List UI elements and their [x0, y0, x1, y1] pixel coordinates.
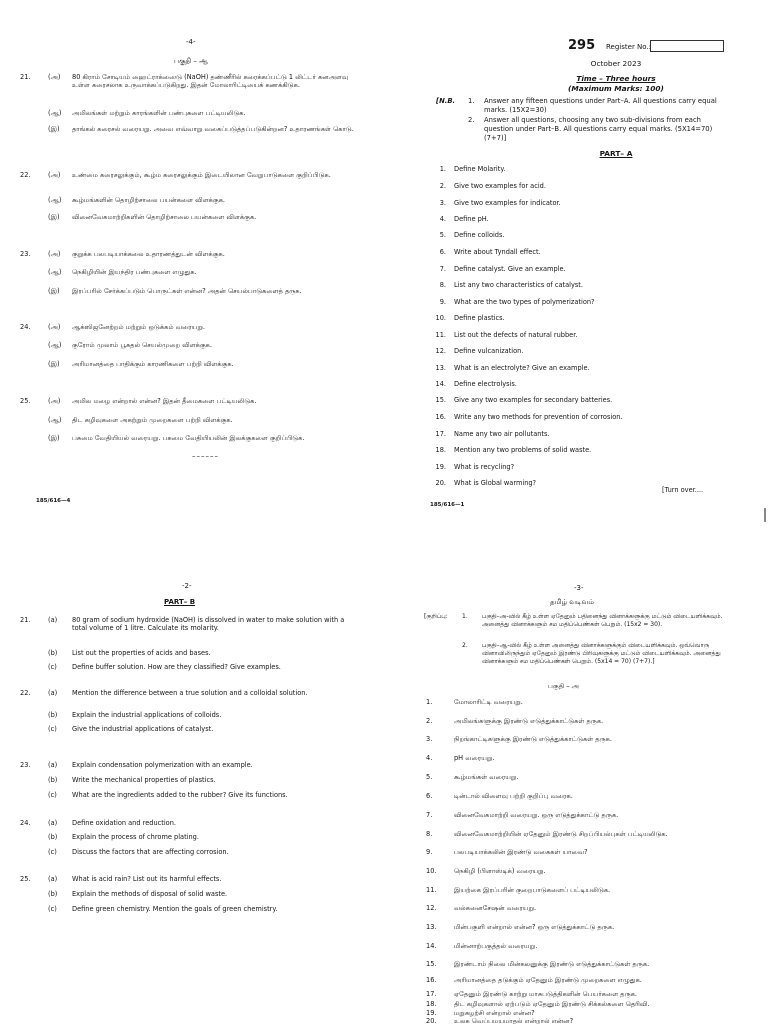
register-number-label: Register No.: — [606, 43, 652, 51]
question-21: 21. (a) 80 gram of sodium hydroxide (NaOH) is dissolved in water to make solution with a total volume of 1 litre. Calculate its molarity. — [20, 616, 345, 633]
tamil-question: 14. மின்னாற்பகுத்தல் வரையறு. — [426, 942, 538, 950]
question-21-c: (c) Define buffer solution. How are they classified? Give examples. — [48, 663, 281, 671]
tamil-question: 15. இரண்டாம் நிலை மின்கலனுக்கு இரண்டு எடுத்துக்காட்டுகள் தருக. — [426, 960, 650, 968]
question-24-c: (இ) அரிமானத்தை பாதிக்கும் காரணிகளை பற்றி விளக்குக. — [48, 360, 234, 368]
question-23: 23. (அ) குறுக்க பலபடியாக்கலை உதாரணத்துடன் விளக்குக. — [20, 250, 225, 258]
page-footer-code: 185/616—1 — [430, 502, 465, 508]
tamil-question: 1. மோலாரிட்டி வரையறு. — [426, 698, 523, 706]
question-25: 25. (அ) அமில மழை என்றால் என்ன? இதன் தீமைகளை பட்டியலிடுக. — [20, 397, 257, 405]
question-22-b: (ஆ) கூழ்மங்களின் தொழிற்சாலை பயன்களை விளக்குக. — [48, 196, 226, 204]
question-22-c: (இ) வினைவேகமாற்றிகளின் தொழிற்சாலை பயன்களை விளக்குக. — [48, 213, 257, 221]
tamil-question: 8. வினைவேகமாற்றியின் ஏதேனும் இரண்டு சிறப்பியல்புகள் பட்டியலிடுக. — [426, 830, 668, 838]
part-a-question: 20. What is Global warming? — [435, 479, 537, 487]
question-23-c: (இ) இரப்பரில் சேர்க்கப்படும் பொருட்கள் என்ன? அதன் செயல்பாடுகளைத் தருக. — [48, 287, 302, 295]
part-a-question: 19. What is recycling? — [435, 463, 515, 471]
question-23-c: (c) What are the ingredients added to the rubber? Give its functions. — [48, 791, 288, 799]
question-25-b: (ஆ) திட கழிவுகளை அகற்றும் முறைகளை பற்றி விளக்குக. — [48, 416, 233, 424]
paper-code: 295 — [568, 38, 596, 53]
exam-duration: Time – Three hours — [576, 74, 656, 83]
part-a-question: 10. Define plastics. — [435, 314, 505, 322]
part-a-question: 14. Define electrolysis. — [435, 380, 517, 388]
page-number: -2- — [182, 582, 192, 590]
part-a-question: 15. Give any two examples for secondary batteries. — [435, 396, 613, 404]
tamil-question: 10. நெகிழி (பிளாஸ்டிக்) வரையறு. — [426, 867, 546, 875]
part-a-question: 9. What are the two types of polymerization? — [439, 298, 595, 306]
tamil-question: 16. அரிமானத்தை தடுக்கும் ஏதேனும் இரண்டு முறைகளை எழுதுக. — [426, 976, 642, 984]
question-24: 24. (a) Define oxidation and reduction. — [20, 819, 176, 827]
page-4-tamil-part-b — [0, 0, 384, 512]
tamil-question: 2. அமிலங்களுக்கு இரண்டு எடுத்துக்காட்டுகள் தருக. — [426, 717, 604, 725]
page-2-english-part-b — [0, 512, 384, 1024]
part-a-question: 6. Write about Tyndall effect. — [439, 248, 541, 256]
tamil-question: 6. டின்டால் விளைவு பற்றி குறிப்பு வரைக. — [426, 792, 573, 800]
question-21-b: (b) List out the properties of acids and bases. — [48, 649, 211, 657]
turn-over-note: [Turn over.... — [662, 486, 704, 494]
question-21-b: (ஆ) அமிலங்கள் மற்றும் காரங்களின் பண்புகளை பட்டியலிடுக. — [48, 109, 246, 117]
question-21: 21. (அ) 80 கிராம் சோடியம் ஹைட்ராக்ஸைடு (NaOH) தண்ணீரில் கரைக்கப்பட்டு 1 லிட்டர் கனஅளவு உள்ள கரைசலாக உருவாக்கப்படுகிறது. இதன் மோலாரிட்டியைக் கணக்கிடுக. — [20, 73, 349, 90]
section-heading: பகுதி – அ — [548, 682, 579, 690]
instruction-1: 1. Answer any fifteen questions under Part–A. All questions carry equal marks. (15X2=30) — [468, 97, 717, 114]
tamil-question: 18. திட கழிவுகளால் ஏற்படும் ஏதேனும் இரண்டு சிக்கல்களை தெரிவி. — [426, 1000, 650, 1008]
question-22-b: (b) Explain the industrial applications of colloids. — [48, 711, 222, 719]
tamil-instruction-2: 2. பகுதி–ஆ-வில் கீழ் உள்ள அனைத்து வினாக்களுக்கும் விடையளிக்கவும். ஒவ்வொரு வினாவிலிருந்தும் ஏதேனும் இரண்டு பிரிவுகளுக்கு மட்டும் விடையளிக்கவும். அனைத்து வினாக்களும் சம மதிப்பெண்கள் பெறும். (5x14 = 70) (7+7).] — [462, 642, 721, 665]
tamil-question: 17. ஏதேனும் இரண்டு காற்று மாசுபடுத்திகளின் பெயர்களை தருக. — [426, 990, 638, 998]
tamil-question: 4. pH வரையறு. — [426, 754, 495, 762]
part-a-question: 13. What is an electrolyte? Give an example. — [435, 364, 590, 372]
question-25: 25. (a) What is acid rain? List out its harmful effects. — [20, 875, 222, 883]
end-mark: –––––– — [192, 452, 219, 460]
section-heading: பகுதி – ஆ — [174, 57, 208, 65]
question-22-c: (c) Give the industrial applications of catalyst. — [48, 725, 214, 733]
part-a-question: 8. List any two characteristics of catalyst. — [439, 281, 583, 289]
part-a-question: 4. Define pH. — [439, 215, 489, 223]
page-number: -4- — [186, 38, 196, 46]
page-footer-code: 185/616—4 — [36, 498, 71, 504]
question-25-c: (இ) பசுமை வேதியியல் வரையறு. பசுமை வேதியியலின் இலக்குகளை குறிப்பிடுக. — [48, 434, 305, 442]
question-25-b: (b) Explain the methods of disposal of solid waste. — [48, 890, 228, 898]
note-label: [குறிப்பு: — [424, 613, 448, 620]
question-25-c: (c) Define green chemistry. Mention the goals of green chemistry. — [48, 905, 278, 913]
page-number: -3- — [574, 584, 584, 592]
tamil-question: 11. இயற்கை இரப்பரின் குறைபாடுகளைப் பட்டியலிடுக. — [426, 886, 611, 894]
tamil-question: 5. கூழ்மங்கள் வரையறு. — [426, 773, 519, 781]
tamil-question: 19. மறுசுழற்சி என்றால் என்ன? — [426, 1009, 535, 1017]
part-a-question: 11. List out the defects of natural rubber. — [435, 331, 578, 339]
part-a-question: 1. Define Molarity. — [439, 165, 506, 173]
part-a-questions — [384, 0, 768, 512]
question-24-b: (b) Explain the process of chrome plating. — [48, 833, 199, 841]
question-21-c: (இ) தாங்கல் கரைசல் வரையறு. அவை எவ்வாறு வகைப்படுத்தப்படுகின்றன? உதாரணங்கள் கொடு. — [48, 125, 354, 133]
instruction-2: 2. Answer all questions, choosing any two sub-divisions from each question under Part–B. All questions carry equal marks. (5X14=70) (7+7)] — [468, 116, 713, 142]
question-23-b: (ஆ) நெகிழியின் இயந்திர பண்புகளை எழுதுக. — [48, 268, 197, 276]
part-a-question: 16. Write any two methods for prevention of corrosion. — [435, 413, 623, 421]
question-24-c: (c) Discuss the factors that are affecting corrosion. — [48, 848, 229, 856]
question-23-b: (b) Write the mechanical properties of plastics. — [48, 776, 216, 784]
language-title: தமிழ் வடிவம் — [550, 598, 594, 606]
nb-label: [N.B. — [436, 97, 456, 105]
tamil-question: 12. வல்கனைசேஷன் வரையறு. — [426, 904, 537, 912]
question-24: 24. (அ) ஆக்ஸிஜனேற்றம் மற்றும் ஒடுக்கம் வரையறு. — [20, 323, 205, 331]
question-22: 22. (அ) உண்மை கரைசலுக்கும், கூழ்ம கரைசலுக்கும் இடையிலான வேறுபாடுகளை குறிப்பிடுக. — [20, 171, 331, 179]
scan-edge-mark — [764, 508, 766, 522]
part-a-question: 5. Define colloids. — [439, 231, 505, 239]
question-22: 22. (a) Mention the difference between a true solution and a colloidal solution. — [20, 689, 308, 697]
part-a-question: 7. Define catalyst. Give an example. — [439, 265, 566, 273]
tamil-question: 7. வினைவேகமாற்றி வரையறு. ஒரு எடுத்துக்காட்டு தருக. — [426, 811, 619, 819]
part-b-heading: PART– B — [164, 598, 196, 606]
tamil-question: 13. மின்பகுளி என்றால் என்ன? ஒரு எடுத்துக்காட்டு தருக. — [426, 923, 615, 931]
tamil-instruction-1: 1. பகுதி–அ-வில் கீழ் உள்ள ஏதேனும் பதினைந்து வினாக்களுக்கு மட்டும் விடையளிக்கவும். அனைத்து வினாக்களும் சம மதிப்பெண்கள் பெறும். (15x2 = 30). — [462, 613, 723, 628]
part-a-question: 2. Give two examples for acid. — [439, 182, 546, 190]
question-23: 23. (a) Explain condensation polymerization with an example. — [20, 761, 253, 769]
question-24-b: (ஆ) குரோம் முலாம் பூசுதல் செயல்முறை விளக்குக. — [48, 341, 212, 349]
part-a-question: 12. Define vulcanization. — [435, 347, 524, 355]
tamil-question: 20. உலக வெப்பமயமாதல் என்றால் என்ன? — [426, 1017, 574, 1024]
tamil-question: 9. பலபடியாக்கலின் இரண்டு வகைகள் யாவை? — [426, 848, 588, 856]
part-a-heading: PART– A — [599, 149, 633, 158]
part-a-question: 17. Name any two air pollutants. — [435, 430, 550, 438]
part-a-question: 3. Give two examples for indicator. — [439, 199, 561, 207]
part-a-question: 18. Mention any two problems of solid waste. — [435, 446, 592, 454]
tamil-part-a-questions — [384, 512, 768, 1024]
tamil-question: 3. நிறங்காட்டிகளுக்கு இரண்டு எடுத்துக்காட்டுகள் தருக. — [426, 735, 612, 743]
exam-month: October 2023 — [590, 59, 642, 68]
maximum-marks: (Maximum Marks: 100) — [568, 84, 664, 93]
